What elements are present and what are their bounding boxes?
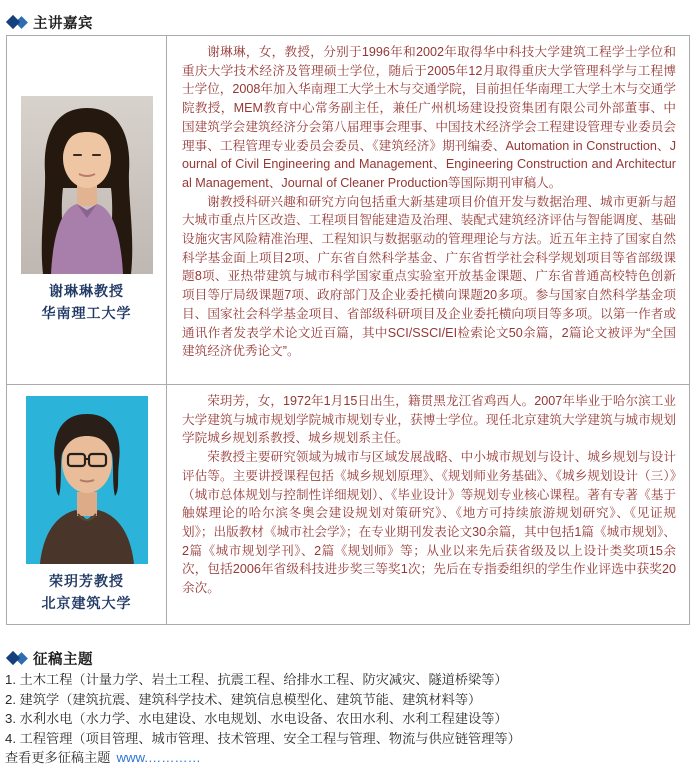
- bio-paragraph: 荣玥芳，女，1972年1月15日出生，籍贯黑龙江省鸡西人。2007年毕业于哈尔滨工业大学建筑与城市规划学院城市规划专业，获博士学位。现任北京建筑大学建筑与城市规划学院城乡规划系教授、城乡规划系主任。: [182, 394, 676, 446]
- speaker-affiliation: 华南理工大学: [41, 305, 132, 321]
- partial-line-link[interactable]: www.…………: [116, 750, 201, 765]
- speaker-portrait-photo: [26, 396, 148, 564]
- double-diamond-icon: [6, 15, 28, 29]
- topics-section-header: [6, 648, 93, 668]
- speakers-heading: 主讲嘉宾: [33, 15, 93, 32]
- speaker-photo-cell: [7, 385, 167, 624]
- speaker-name: 荣玥芳教授: [49, 572, 124, 589]
- topic-item: 2. 建筑学（建筑抗震、建筑科学技术、建筑信息模型化、建筑节能、建筑材料等）: [5, 691, 482, 707]
- speaker-name: 谢琳琳教授: [49, 283, 124, 299]
- speaker-photo-cell: [7, 36, 167, 384]
- topic-item: 3. 水利水电（水力学、水电建设、水电规划、水电设备、农田水利、水利工程建设等）: [5, 711, 508, 726]
- topic-item: 4. 工程管理（项目管理、城市管理、技术管理、安全工程与管理、物流与供应链管理等）: [5, 730, 521, 746]
- speakers-table: [6, 35, 690, 625]
- bio-paragraph: 谢琳琳，女，教授，分别于1996年和2002年取得华中科技大学建筑工程学士学位和重庆大学技术经济及管理硕士学位，随后于2005年12月取得重庆大学管理科学与工程博士学位，2008年加入华南理工大学土木与交通学院，目前担任华南理工大学土木与交通学院教授，MEM教育中心常务副主任，兼任广州机场建设投资集团有限公司外部董事、中国建筑学会建筑经济分会第八届理事会理事、中国技术经济学会工程建设管理专业委员会理事、工程管理专业委员会委员、《建筑经济》期刊编委、Automation in Construction、Journal of Civil Engineering and Management、Engineering Construction and Architectural Management、Journal of Cleaner Production等国际期刊审稿人。: [182, 45, 676, 190]
- speaker-affiliation: 北京建筑大学: [41, 594, 132, 611]
- topics-list: [5, 670, 693, 768]
- topic-item-partial: [5, 748, 693, 768]
- speaker-row: [7, 385, 689, 624]
- speakers-section-header: [6, 12, 93, 32]
- speaker-bio: [167, 385, 689, 624]
- double-diamond-icon: [6, 651, 28, 665]
- speaker-row: [7, 36, 689, 385]
- speaker-bio: [167, 36, 689, 384]
- speaker-portrait-photo: [21, 96, 153, 274]
- topic-item: 1. 土木工程（计量力学、岩土工程、抗震工程、给排水工程、防灾减灾、隧道桥梁等）: [5, 672, 508, 687]
- partial-line-text: 查看更多征稿主题: [5, 750, 111, 765]
- bio-paragraph: 荣教授主要研究领域为城市与区域发展战略、中小城市规划与设计、城乡规划与设计评估等。主要讲授课程包括《城乡规划原理》、《规划师业务基础》、《城乡规划设计（三）》（城市总体规划与控制性详细规划）、《毕业设计》等规划专业核心课程。著有专著《基于触媒理论的哈尔滨冬奥会建设规划对策研究》、《地方可持续旅游规划研究》、《见证规划》；出版教材《城市社会学》；在专业期刊发表论文30余篇，其中包括1篇《城市规划》、2篇《城市规划学刊》、2篇《规划师》等；从业以来先后获省级及以上设计类奖项15余次，包括2006年省级科技进步奖三等奖1次；先后在专指委组织的学生作业评选中获奖20余次。: [182, 450, 676, 596]
- topics-heading: 征稿主题: [33, 651, 93, 668]
- bio-paragraph: 谢教授科研兴趣和研究方向包括重大新基建项目价值开发与数据治理、城市更新与超大城市重点片区改造、工程项目智能建造及治理、装配式建筑经济评估与智能调度、基础设施灾害风险精准治理、工程知识与数据驱动的管理理论与方法。近五年主持了国家自然科学基金面上项目2项、广东省自然科学基金、广东省哲学社会科学规划项目等省部级课题8项、亚热带建筑与城市科学国家重点实验室开放基金课题、广东省普通高校特色创新项目等厅局级课题7项、政府部门及企业委托横向课题20多项。参与国家自然科学基金项目、国家社会科学基金项目、省部级科研项目及企业委托横向项目等多项。以第一作者或通讯作者发表学术论文近百篇，其中SCI/SSCI/EI检索论文50余篇，2篇论文被评为“全国建筑经济优秀论文”。: [182, 194, 676, 359]
